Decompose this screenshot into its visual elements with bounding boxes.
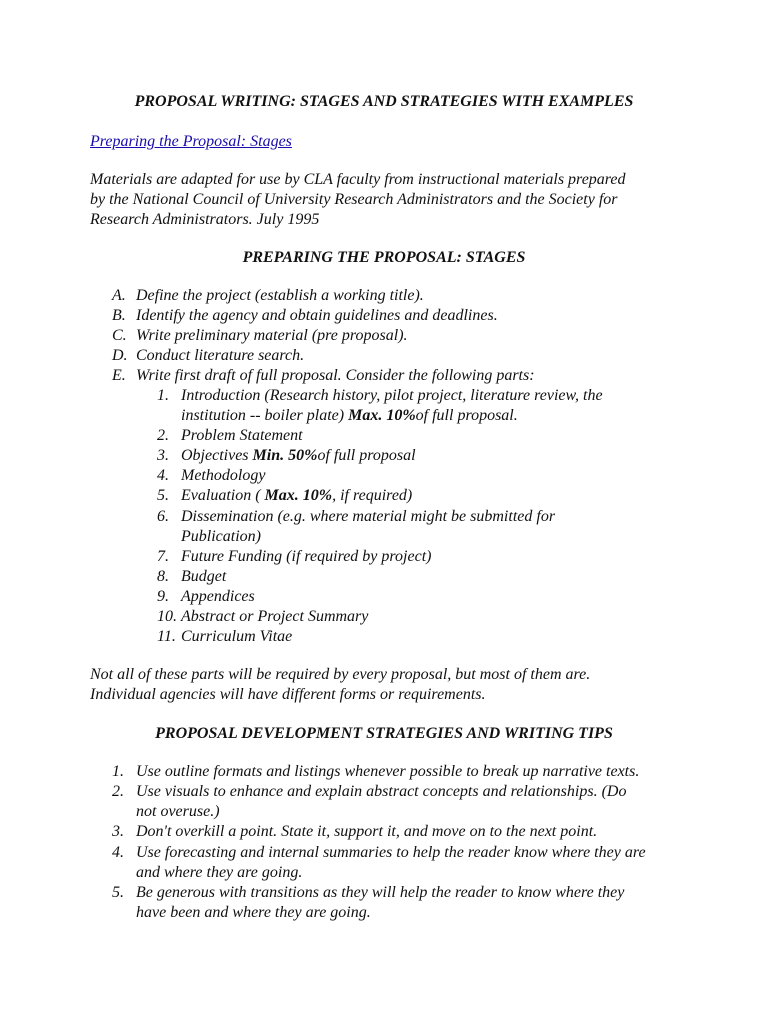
part-text: Future Funding (if required by project) <box>181 548 432 565</box>
stages-link-line <box>90 132 690 152</box>
part-marker: 1. <box>157 387 169 404</box>
stage-marker: D. <box>112 347 128 364</box>
intro-line-3: Research Administrators. July 1995 <box>90 211 320 228</box>
tip-text: have been and where they are going. <box>136 904 371 921</box>
part-text: Evaluation ( <box>181 487 265 504</box>
stage-text: Write preliminary material (pre proposal). <box>136 327 408 344</box>
part-text: Introduction (Research history, pilot project, literature review, the <box>181 387 603 404</box>
part-continuation <box>181 406 518 426</box>
tip-marker: 4. <box>112 844 124 861</box>
stages-heading: PREPARING THE PROPOSAL: STAGES <box>242 249 526 266</box>
part-text: of full proposal. <box>415 407 518 424</box>
part-continuation <box>181 527 261 547</box>
part-marker: 3. <box>157 447 169 464</box>
percentage-emphasis: Max. 10% <box>264 487 333 504</box>
part-marker: 5. <box>157 487 169 504</box>
tip-text: Use visuals to enhance and explain abstract concepts and relationships. (Do <box>136 783 627 800</box>
part-text: Curriculum Vitae <box>181 628 293 645</box>
tip-continuation <box>136 863 302 883</box>
part-marker: 6. <box>157 508 169 525</box>
part-text: , if required) <box>332 487 413 504</box>
stage-text: Conduct literature search. <box>136 347 305 364</box>
part-text: institution -- boiler plate) <box>181 407 349 424</box>
part-marker: 8. <box>157 568 169 585</box>
part-marker: 9. <box>157 588 169 605</box>
requirements-note <box>90 665 690 705</box>
part-marker: 4. <box>157 467 169 484</box>
stages-link[interactable]: Preparing the Proposal: Stages <box>90 133 292 150</box>
tip-text: not overuse.) <box>136 803 220 820</box>
intro-paragraph <box>90 170 690 230</box>
tip-marker: 2. <box>112 783 124 800</box>
part-text: Publication) <box>181 528 261 545</box>
document-title: PROPOSAL WRITING: STAGES AND STRATEGIES WITH EXAMPLES <box>134 93 634 110</box>
stage-text: Define the project (establish a working title). <box>136 287 424 304</box>
tip-marker: 5. <box>112 884 124 901</box>
tip-continuation <box>136 903 371 923</box>
stage-marker: C. <box>112 327 127 344</box>
stage-marker: B. <box>112 307 126 324</box>
percentage-emphasis: Max. 10% <box>348 407 416 424</box>
tip-text: Be generous with transitions as they will help the reader to know where they <box>136 884 625 901</box>
intro-line-2: by the National Council of University Research Administrators and the Society for <box>90 191 618 208</box>
part-marker: 10. <box>157 608 177 625</box>
part-text: Abstract or Project Summary <box>181 608 369 625</box>
stage-marker: E. <box>112 367 126 384</box>
tip-text: Don't overkill a point. State it, support it, and move on to the next point. <box>136 823 598 840</box>
part-marker: 7. <box>157 548 169 565</box>
part-text: Methodology <box>181 467 266 484</box>
tip-text: and where they are going. <box>136 864 303 881</box>
tip-text: Use forecasting and internal summaries to help the reader know where they are <box>136 844 646 861</box>
part-marker: 11. <box>157 628 176 645</box>
stage-text: Write first draft of full proposal. Consider the following parts: <box>136 367 535 384</box>
tip-text: Use outline formats and listings whenever possible to break up narrative texts. <box>136 763 640 780</box>
part-text: Appendices <box>181 588 255 605</box>
tip-marker: 1. <box>112 763 124 780</box>
note-line-1: Not all of these parts will be required by every proposal, but most of them are. <box>90 666 591 683</box>
part-text: Dissemination (e.g. where material might be submitted for <box>181 508 556 525</box>
part-text: Budget <box>181 568 227 585</box>
stage-text: Identify the agency and obtain guidelines and deadlines. <box>136 307 498 324</box>
percentage-emphasis: Min. 50% <box>252 447 318 464</box>
tip-continuation <box>136 802 220 822</box>
part-text: of full proposal <box>317 447 416 464</box>
intro-line-1: Materials are adapted for use by CLA faculty from instructional materials prepared <box>90 171 626 188</box>
note-line-2: Individual agencies will have different forms or requirements. <box>90 686 486 703</box>
part-text: Objectives <box>181 447 253 464</box>
tip-marker: 3. <box>112 823 124 840</box>
tips-heading: PROPOSAL DEVELOPMENT STRATEGIES AND WRITING TIPS <box>155 725 613 742</box>
stage-marker: A. <box>112 287 126 304</box>
part-marker: 2. <box>157 427 169 444</box>
part-text: Problem Statement <box>181 427 303 444</box>
